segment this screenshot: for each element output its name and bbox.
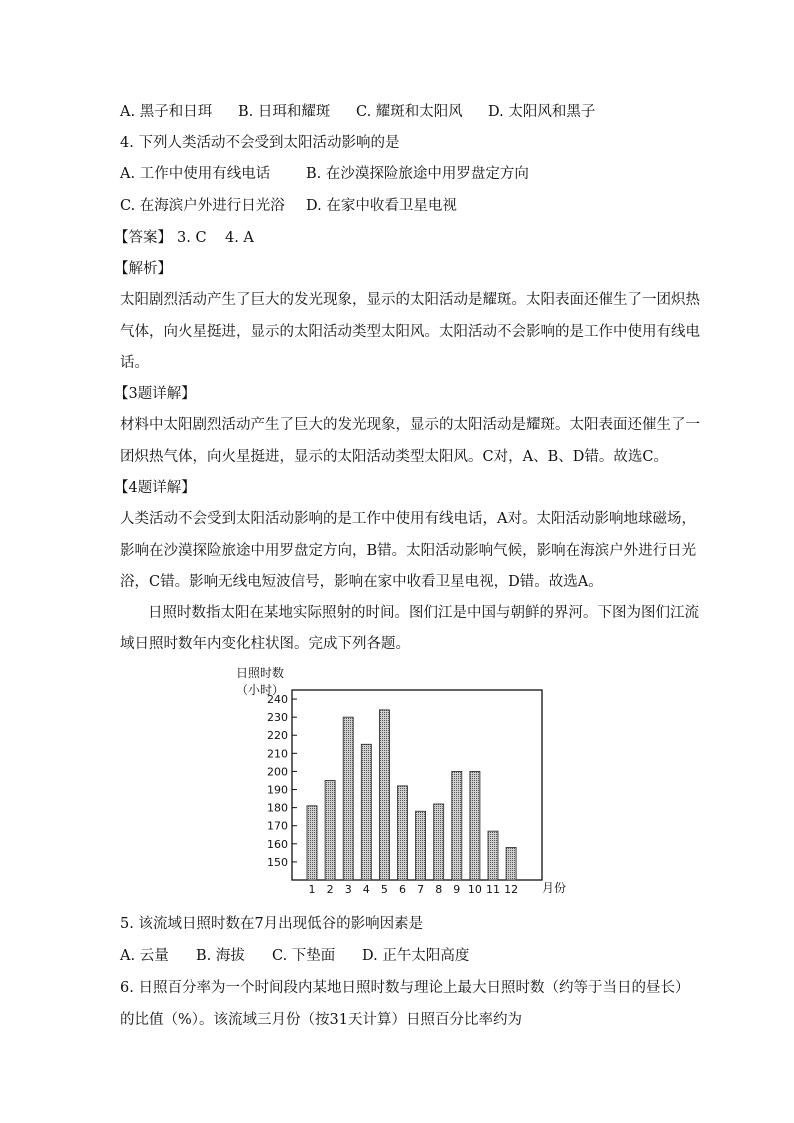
q3-option-b: B. 日珥和耀斑 — [238, 104, 331, 120]
sunshine-hours-chart — [230, 662, 590, 900]
analysis-line: 太阳剧烈活动产生了巨大的发光现象，显示的太阳活动是耀斑。太阳表面还催生了一团炽热 — [120, 292, 700, 308]
detail3-line: 材料中太阳剧烈活动产生了巨大的发光现象，显示的太阳活动是耀斑。太阳表面还催生了一 — [120, 417, 700, 433]
analysis-line: 话。 — [120, 355, 149, 371]
detail4-line: 人类活动不会受到太阳活动影响的是工作中使用有线电话，A对。太阳活动影响地球磁场， — [120, 511, 696, 527]
answer-text: 3. C 4. A — [177, 230, 254, 246]
x-tick-label: 1 — [308, 883, 316, 896]
detail4-line: 浴，C错。影响无线电短波信号，影响在家中收看卫星电视，D错。故选A。 — [120, 574, 603, 590]
q5-option-a: A. 云量 — [120, 948, 169, 964]
y-tick-label: 170 — [267, 819, 288, 833]
y-tick-label: 240 — [267, 693, 288, 707]
bar-month-5 — [379, 710, 389, 880]
x-tick-label: 3 — [344, 883, 352, 896]
x-tick-label: 12 — [504, 883, 519, 896]
q5-option-c: C. 下垫面 — [272, 948, 336, 964]
bar-month-4 — [361, 744, 371, 880]
x-tick-label: 9 — [453, 883, 461, 896]
q3-option-a: A. 黑子和日珥 — [120, 104, 213, 120]
q6-line: 的比值（%）。该流域三月份（按31天计算）日照百分比率约为 — [120, 1012, 522, 1028]
detail3-line: 团炽热气体，向火星挺进，显示的太阳活动类型太阳风。C对，A、B、D错。故选C。 — [120, 449, 668, 465]
q5-stem: 5. 该流域日照时数在7月出现低谷的影响因素是 — [120, 916, 424, 932]
x-tick-label: 4 — [362, 883, 370, 896]
x-tick-label: 6 — [399, 883, 406, 896]
bar-month-8 — [434, 804, 444, 880]
bar-month-1 — [307, 806, 317, 880]
x-tick-label: 10 — [467, 883, 482, 896]
q4-option-b: B. 在沙漠探险旅途中用罗盘定方向 — [306, 166, 529, 182]
answer-label: 【答案】 — [114, 230, 172, 246]
q5-option-b: B. 海拔 — [196, 948, 245, 964]
detail3-label: 【3题详解】 — [114, 386, 196, 402]
x-tick-label: 5 — [380, 883, 388, 896]
bar-month-9 — [452, 771, 462, 880]
q4-option-a: A. 工作中使用有线电话 — [120, 166, 271, 182]
q4-stem: 4. 下列人类活动不会受到太阳活动影响的是 — [120, 135, 400, 151]
detail4-label: 【4题详解】 — [114, 480, 196, 496]
bar-month-12 — [506, 847, 516, 880]
x-tick-label: 8 — [435, 883, 443, 896]
y-tick-label: 210 — [267, 747, 288, 761]
y-tick-label: 150 — [267, 855, 288, 869]
intro-line: 日照时数指太阳在某地实际照射的时间。图们江是中国与朝鲜的界河。下图为图们江流 — [148, 605, 699, 621]
q3-option-c: C. 耀斑和太阳风 — [356, 104, 463, 120]
bar-month-7 — [416, 811, 426, 880]
x-axis-label: 月份 — [541, 881, 567, 895]
y-tick-label: 180 — [267, 801, 288, 815]
bar-month-6 — [398, 786, 408, 880]
x-tick-label: 2 — [326, 883, 334, 896]
y-axis-label: 日照时数 — [236, 666, 285, 680]
y-axis-unit: （小时） — [236, 683, 285, 697]
q5-option-d: D. 正午太阳高度 — [362, 948, 470, 964]
q4-option-c: C. 在海滨户外进行日光浴 — [120, 198, 285, 214]
detail4-line: 影响在沙漠探险旅途中用罗盘定方向，B错。太阳活动影响气候，影响在海滨户外进行日光 — [120, 543, 697, 559]
q6-line: 6. 日照百分率为一个时间段内某地日照时数与理论上最大日照时数（约等于当日的昼长） — [120, 980, 690, 996]
q3-option-d: D. 太阳风和黑子 — [488, 104, 596, 120]
bar-month-3 — [343, 717, 353, 880]
y-tick-label: 200 — [267, 765, 288, 779]
x-tick-label: 7 — [417, 883, 425, 896]
y-tick-label: 160 — [267, 837, 288, 851]
q4-option-d: D. 在家中收看卫星电视 — [306, 198, 457, 214]
y-tick-label: 190 — [267, 783, 288, 797]
bar-month-11 — [488, 831, 498, 880]
intro-line: 域日照时数年内变化柱状图。完成下列各题。 — [120, 636, 410, 652]
analysis-label: 【解析】 — [114, 261, 172, 277]
y-tick-label: 230 — [267, 711, 288, 725]
x-tick-label: 11 — [486, 883, 500, 896]
bar-month-10 — [470, 771, 480, 880]
analysis-line: 气体，向火星挺进，显示的太阳活动类型太阳风。太阳活动不会影响的是工作中使用有线电 — [120, 324, 700, 340]
bar-month-2 — [325, 780, 335, 880]
y-tick-label: 220 — [267, 729, 288, 743]
